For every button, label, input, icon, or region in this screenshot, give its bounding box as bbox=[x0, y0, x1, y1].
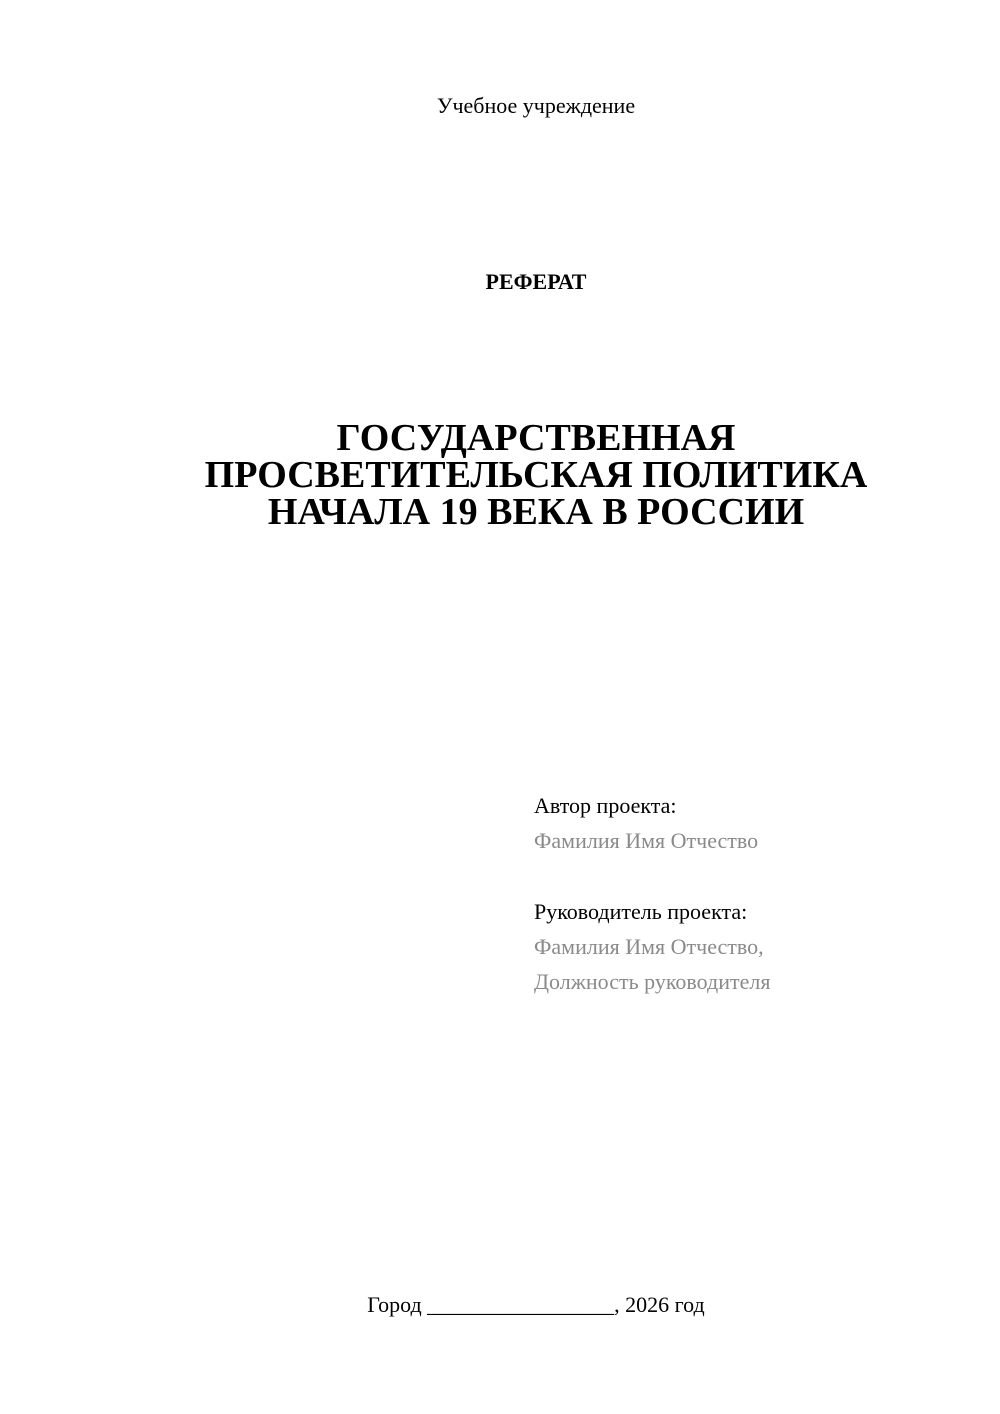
institution-name: Учебное учреждение bbox=[436, 93, 636, 118]
supervisor-position: Должность руководителя bbox=[534, 969, 771, 994]
author-label: Автор проекта: bbox=[534, 793, 677, 818]
author-name: Фамилия Имя Отчество bbox=[534, 828, 759, 853]
title-line: ПРОСВЕТИТЕЛЬСКАЯ ПОЛИТИКА bbox=[204, 454, 868, 496]
supervisor-name: Фамилия Имя Отчество, bbox=[534, 934, 764, 959]
supervisor-label: Руководитель проекта: bbox=[534, 899, 748, 924]
document-type: РЕФЕРАТ bbox=[485, 269, 587, 294]
title-line: НАЧАЛА 19 ВЕКА В РОССИИ bbox=[267, 491, 805, 533]
project-info-block bbox=[534, 788, 974, 999]
document-title bbox=[150, 417, 922, 533]
title-line: ГОСУДАРСТВЕННАЯ bbox=[336, 417, 736, 459]
city-year-line: Город _________________, 2026 год bbox=[367, 1292, 705, 1317]
